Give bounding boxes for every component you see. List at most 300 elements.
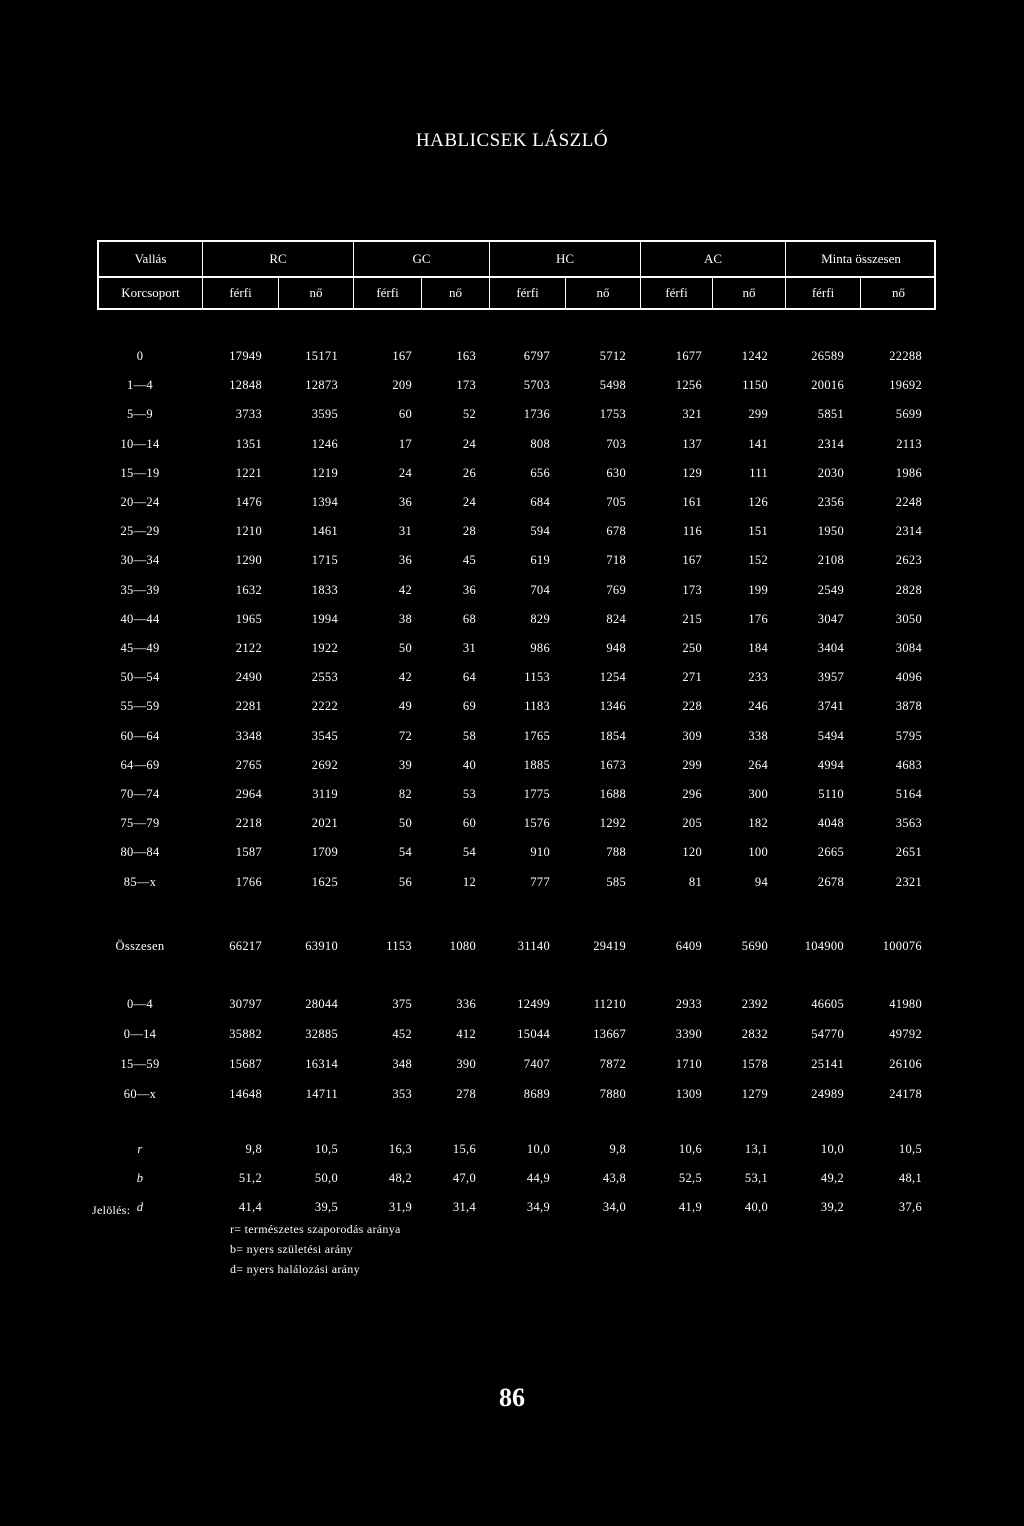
table-cell: 12499 [517, 997, 550, 1011]
table-cell: 1153 [524, 670, 550, 685]
table-cell: 39 [398, 757, 412, 772]
row-label: 40—44 [120, 611, 160, 626]
header-sub: nő [422, 276, 490, 310]
table-cell: 348 [392, 1057, 412, 1071]
table-cell: 184 [748, 641, 768, 655]
table-cell: 1150 [742, 378, 768, 393]
table-row [0, 875, 1024, 893]
table-cell: 14711 [305, 1087, 338, 1101]
table-cell: 209 [392, 378, 412, 393]
table-cell: 630 [606, 465, 626, 480]
table-cell: 22288 [889, 349, 922, 363]
table-cell: 10,5 [314, 1142, 338, 1156]
table-cell: 41,9 [678, 1200, 702, 1214]
table-cell: 656 [530, 465, 550, 480]
table-cell: 2122 [235, 641, 262, 655]
table-cell: 718 [606, 553, 626, 568]
table-cell: 111 [749, 465, 768, 480]
table-cell: 182 [748, 816, 768, 831]
table-cell: 684 [530, 495, 550, 509]
table-cell: 24 [462, 436, 476, 451]
table-cell: 5712 [599, 349, 626, 363]
table-cell: 50,0 [314, 1171, 338, 1185]
table-cell: 3733 [235, 407, 262, 422]
table-row [0, 612, 1024, 630]
table-cell: 54770 [811, 1027, 844, 1041]
header-group-gc: GC [354, 242, 490, 276]
header-sub: férfi [203, 276, 279, 310]
table-cell: 94 [754, 874, 768, 889]
table-cell: 412 [456, 1027, 476, 1041]
table-cell: 5703 [523, 378, 550, 393]
table-cell: 705 [606, 495, 626, 509]
row-label: Összesen [115, 939, 165, 953]
table-cell: 215 [682, 611, 702, 626]
table-cell: 32885 [305, 1027, 338, 1041]
table-cell: 2651 [895, 845, 922, 860]
table-cell: 137 [682, 436, 702, 451]
table-cell: 3545 [311, 728, 338, 743]
table-cell: 4994 [817, 757, 844, 772]
table-cell: 594 [530, 524, 550, 539]
table-cell: 10,0 [820, 1142, 844, 1156]
table-cell: 299 [748, 407, 768, 422]
table-cell: 49 [398, 699, 412, 714]
table-cell: 5690 [741, 939, 768, 953]
table-cell: 28044 [305, 997, 338, 1011]
row-label: d [136, 1200, 144, 1214]
header-sub: férfi [641, 276, 713, 310]
row-label: b [136, 1171, 144, 1185]
table-cell: 36 [398, 553, 412, 568]
table-cell: 2832 [741, 1027, 768, 1041]
table-cell: 42 [398, 582, 412, 597]
table-cell: 2314 [895, 524, 922, 539]
header-sub: nő [892, 285, 905, 300]
table-cell: 619 [530, 553, 550, 568]
group-row [0, 1057, 1024, 1075]
table-cell: 100 [748, 845, 768, 860]
table-cell: 40 [462, 757, 476, 772]
table-cell: 51,2 [238, 1171, 262, 1185]
table-cell: 36 [398, 495, 412, 509]
table-cell: 45 [462, 553, 476, 568]
table-cell: 163 [456, 349, 476, 363]
table-cell: 2765 [235, 757, 262, 772]
table-row [0, 349, 1024, 367]
table-cell: 1290 [235, 553, 262, 568]
table-cell: 15687 [229, 1057, 262, 1071]
row-label: 50—54 [120, 670, 160, 685]
table-cell: 17 [398, 436, 412, 451]
table-cell: 15171 [305, 349, 338, 363]
table-cell: 1246 [311, 436, 338, 451]
row-label: 1—4 [127, 378, 153, 393]
table-cell: 11210 [593, 997, 626, 1011]
row-label: 20—24 [120, 495, 160, 509]
rate-row [0, 1200, 1024, 1218]
table-header [97, 240, 936, 310]
table-cell: 2218 [235, 816, 262, 831]
row-label: 75—79 [120, 816, 160, 831]
table-cell: 1965 [235, 611, 262, 626]
table-cell: 353 [392, 1087, 412, 1101]
table-cell: 1994 [311, 611, 338, 626]
table-cell: 58 [462, 728, 476, 743]
table-cell: 2665 [817, 845, 844, 860]
header-group-ac: AC [641, 242, 786, 276]
table-cell: 1394 [311, 495, 338, 509]
table-cell: 1753 [599, 407, 626, 422]
table-cell: 167 [392, 349, 412, 363]
table-cell: 161 [682, 495, 702, 509]
table-cell: 2222 [311, 699, 338, 714]
table-cell: 4096 [895, 670, 922, 685]
table-row [0, 495, 1024, 513]
table-row [0, 553, 1024, 571]
row-label: 85—x [123, 874, 157, 889]
table-cell: 336 [456, 997, 476, 1011]
table-row [0, 845, 1024, 863]
table-cell: 1673 [599, 757, 626, 772]
table-cell: 986 [530, 641, 550, 655]
header-row-religion [99, 242, 934, 278]
table-cell: 44,9 [526, 1171, 550, 1185]
table-cell: 2314 [817, 436, 844, 451]
table-cell: 246 [748, 699, 768, 714]
table-cell: 15,6 [452, 1142, 476, 1156]
table-cell: 9,8 [245, 1142, 262, 1156]
table-cell: 3563 [895, 816, 922, 831]
table-cell: 24178 [889, 1087, 922, 1101]
table-cell: 3084 [895, 641, 922, 655]
header-group-total: Minta összesen [821, 251, 901, 266]
table-cell: 43,8 [602, 1171, 626, 1185]
table-cell: 4683 [895, 757, 922, 772]
table-cell: 100076 [882, 939, 922, 953]
table-cell: 1346 [599, 699, 626, 714]
table-cell: 46605 [811, 997, 844, 1011]
table-cell: 39,5 [314, 1200, 338, 1214]
table-cell: 167 [682, 553, 702, 568]
table-cell: 173 [682, 582, 702, 597]
table-cell: 2678 [817, 874, 844, 889]
table-cell: 1309 [675, 1087, 702, 1101]
table-cell: 48,2 [388, 1171, 412, 1185]
table-cell: 35882 [229, 1027, 262, 1041]
table-cell: 7407 [523, 1057, 550, 1071]
table-cell: 104900 [804, 939, 844, 953]
table-cell: 6797 [523, 349, 550, 363]
table-cell: 1221 [235, 465, 262, 480]
table-cell: 52,5 [678, 1171, 702, 1185]
table-cell: 1736 [523, 407, 550, 422]
table-cell: 49,2 [820, 1171, 844, 1185]
row-label: 25—29 [120, 524, 160, 539]
row-label: 0—4 [127, 997, 153, 1011]
table-row [0, 670, 1024, 688]
table-cell: 1351 [235, 436, 262, 451]
table-cell: 60 [462, 816, 476, 831]
table-cell: 205 [682, 816, 702, 831]
table-cell: 5494 [817, 728, 844, 743]
header-group-hc: HC [490, 242, 641, 276]
table-cell: 4048 [817, 816, 844, 831]
table-cell: 338 [748, 728, 768, 743]
table-row [0, 699, 1024, 717]
table-cell: 16,3 [388, 1142, 412, 1156]
table-row [0, 437, 1024, 455]
table-cell: 1242 [741, 349, 768, 363]
row-label: 10—14 [120, 436, 160, 451]
table-cell: 321 [682, 407, 702, 422]
table-cell: 141 [748, 436, 768, 451]
table-cell: 808 [530, 436, 550, 451]
table-cell: 72 [398, 728, 412, 743]
table-cell: 9,8 [609, 1142, 626, 1156]
table-cell: 1710 [675, 1057, 702, 1071]
header-group-rc: RC [203, 242, 354, 276]
table-cell: 1587 [235, 845, 262, 860]
table-cell: 3390 [675, 1027, 702, 1041]
table-cell: 296 [682, 787, 702, 801]
table-cell: 2392 [741, 997, 768, 1011]
table-cell: 37,6 [898, 1200, 922, 1214]
table-cell: 1854 [599, 728, 626, 743]
table-cell: 1775 [523, 787, 550, 801]
table-cell: 173 [456, 378, 476, 393]
table-cell: 1715 [311, 553, 338, 568]
row-label: 60—x [123, 1087, 157, 1101]
table-cell: 13,1 [744, 1142, 768, 1156]
table-cell: 375 [392, 997, 412, 1011]
table-cell: 52 [462, 407, 476, 422]
row-label: 0—14 [123, 1027, 157, 1041]
table-cell: 824 [606, 611, 626, 626]
table-cell: 26589 [811, 349, 844, 363]
table-cell: 64 [462, 670, 476, 685]
table-row [0, 407, 1024, 425]
table-cell: 53,1 [744, 1171, 768, 1185]
table-cell: 28 [462, 524, 476, 539]
row-label: 15—19 [120, 465, 160, 480]
table-cell: 6409 [675, 939, 702, 953]
row-label: 64—69 [120, 757, 160, 772]
table-cell: 1677 [675, 349, 702, 363]
table-cell: 948 [606, 641, 626, 655]
table-cell: 66217 [229, 939, 262, 953]
table-cell: 29419 [593, 939, 626, 953]
table-cell: 24989 [811, 1087, 844, 1101]
table-cell: 264 [748, 757, 768, 772]
table-cell: 26 [462, 465, 476, 480]
row-label: 70—74 [120, 787, 160, 801]
table-cell: 2828 [895, 582, 922, 597]
table-cell: 233 [748, 670, 768, 685]
table-cell: 1256 [675, 378, 702, 393]
table-row [0, 378, 1024, 396]
table-cell: 1292 [599, 816, 626, 831]
table-cell: 10,5 [898, 1142, 922, 1156]
table-cell: 5699 [895, 407, 922, 422]
table-cell: 1219 [311, 465, 338, 480]
table-cell: 41,4 [238, 1200, 262, 1214]
table-cell: 390 [456, 1057, 476, 1071]
row-label: 0 [136, 349, 144, 363]
header-religion-label: Vallás [99, 242, 203, 276]
table-cell: 2281 [235, 699, 262, 714]
table-cell: 2248 [895, 495, 922, 509]
table-row [0, 758, 1024, 776]
table-cell: 20016 [811, 378, 844, 393]
table-cell: 309 [682, 728, 702, 743]
table-row [0, 583, 1024, 601]
page-number: 86 [499, 1383, 525, 1412]
table-cell: 42 [398, 670, 412, 685]
table-cell: 8689 [523, 1087, 550, 1101]
table-cell: 12873 [305, 378, 338, 393]
table-cell: 60 [398, 407, 412, 422]
table-cell: 38 [398, 611, 412, 626]
table-cell: 1625 [311, 874, 338, 889]
row-label: 80—84 [120, 845, 160, 860]
table-cell: 199 [748, 582, 768, 597]
table-cell: 16314 [305, 1057, 338, 1071]
legend-item-b: b= nyers születési arány [230, 1242, 353, 1256]
table-cell: 48,1 [898, 1171, 922, 1185]
table-cell: 17949 [229, 349, 262, 363]
table-cell: 126 [748, 495, 768, 509]
table-cell: 703 [606, 436, 626, 451]
table-cell: 5795 [895, 728, 922, 743]
row-label: r [137, 1142, 143, 1156]
table-row [0, 729, 1024, 747]
table-cell: 7872 [599, 1057, 626, 1071]
table-cell: 1766 [235, 874, 262, 889]
table-cell: 12848 [229, 378, 262, 393]
table-cell: 68 [462, 611, 476, 626]
header-age-label: Korcsoport [99, 276, 203, 310]
table-cell: 152 [748, 553, 768, 568]
table-cell: 1254 [599, 670, 626, 685]
table-cell: 3050 [895, 611, 922, 626]
table-cell: 19692 [889, 378, 922, 393]
table-cell: 3119 [312, 787, 338, 801]
table-cell: 299 [682, 757, 702, 772]
table-cell: 2113 [896, 436, 922, 451]
table-cell: 769 [606, 582, 626, 597]
table-cell: 34,0 [602, 1200, 626, 1214]
table-cell: 3878 [895, 699, 922, 714]
table-cell: 3348 [235, 728, 262, 743]
table-cell: 50 [398, 641, 412, 655]
table-cell: 1885 [523, 757, 550, 772]
table-cell: 1576 [523, 816, 550, 831]
legend-label: Jelölés: [92, 1203, 131, 1217]
header-sub: nő [566, 276, 641, 310]
table-cell: 1461 [311, 524, 338, 539]
table-row [0, 641, 1024, 659]
table-cell: 1922 [311, 641, 338, 655]
table-cell: 777 [530, 874, 550, 889]
header-row-sex [99, 276, 934, 310]
table-cell: 5851 [817, 407, 844, 422]
table-row [0, 787, 1024, 805]
table-cell: 5164 [895, 787, 922, 801]
table-row [0, 466, 1024, 484]
total-row [0, 939, 1024, 957]
group-row [0, 997, 1024, 1015]
table-cell: 56 [398, 874, 412, 889]
table-cell: 452 [392, 1027, 412, 1041]
table-cell: 1688 [599, 787, 626, 801]
table-cell: 82 [398, 787, 412, 801]
row-label: 55—59 [120, 699, 160, 714]
table-cell: 1476 [235, 495, 262, 509]
table-cell: 47,0 [452, 1171, 476, 1185]
row-label: 5—9 [127, 407, 153, 422]
row-label: 15—59 [120, 1057, 160, 1071]
table-cell: 2549 [817, 582, 844, 597]
table-cell: 10,0 [526, 1142, 550, 1156]
legend-item-r: r= természetes szaporodás aránya [230, 1222, 401, 1236]
table-cell: 26106 [889, 1057, 922, 1071]
table-cell: 31,9 [388, 1200, 412, 1214]
table-cell: 2356 [817, 495, 844, 509]
table-cell: 15044 [517, 1027, 550, 1041]
table-cell: 53 [462, 787, 476, 801]
table-cell: 151 [748, 524, 768, 539]
table-cell: 25141 [811, 1057, 844, 1071]
table-cell: 5498 [599, 378, 626, 393]
table-cell: 228 [682, 699, 702, 714]
table-cell: 1709 [311, 845, 338, 860]
table-cell: 34,9 [526, 1200, 550, 1214]
group-row [0, 1087, 1024, 1105]
rate-row [0, 1171, 1024, 1189]
table-cell: 278 [456, 1087, 476, 1101]
table-cell: 63910 [305, 939, 338, 953]
table-cell: 2030 [817, 465, 844, 480]
table-cell: 271 [682, 670, 702, 685]
row-label: 45—49 [120, 641, 160, 655]
table-cell: 69 [462, 699, 476, 714]
table-cell: 1183 [524, 699, 550, 714]
table-cell: 3595 [311, 407, 338, 422]
table-cell: 39,2 [820, 1200, 844, 1214]
table-cell: 704 [530, 582, 550, 597]
table-cell: 176 [748, 611, 768, 626]
table-cell: 129 [682, 465, 702, 480]
table-cell: 30797 [229, 997, 262, 1011]
table-cell: 2021 [311, 816, 338, 831]
table-cell: 24 [462, 495, 476, 509]
table-cell: 54 [398, 845, 412, 860]
table-cell: 678 [606, 524, 626, 539]
table-cell: 1578 [741, 1057, 768, 1071]
table-cell: 788 [606, 845, 626, 860]
table-cell: 49792 [889, 1027, 922, 1041]
table-cell: 36 [462, 582, 476, 597]
header-sub: férfi [786, 276, 861, 310]
table-cell: 829 [530, 611, 550, 626]
table-cell: 31 [398, 524, 412, 539]
row-label: 30—34 [120, 553, 160, 568]
table-cell: 300 [748, 787, 768, 801]
table-cell: 3741 [817, 699, 844, 714]
table-cell: 3047 [817, 611, 844, 626]
table-cell: 14648 [229, 1087, 262, 1101]
